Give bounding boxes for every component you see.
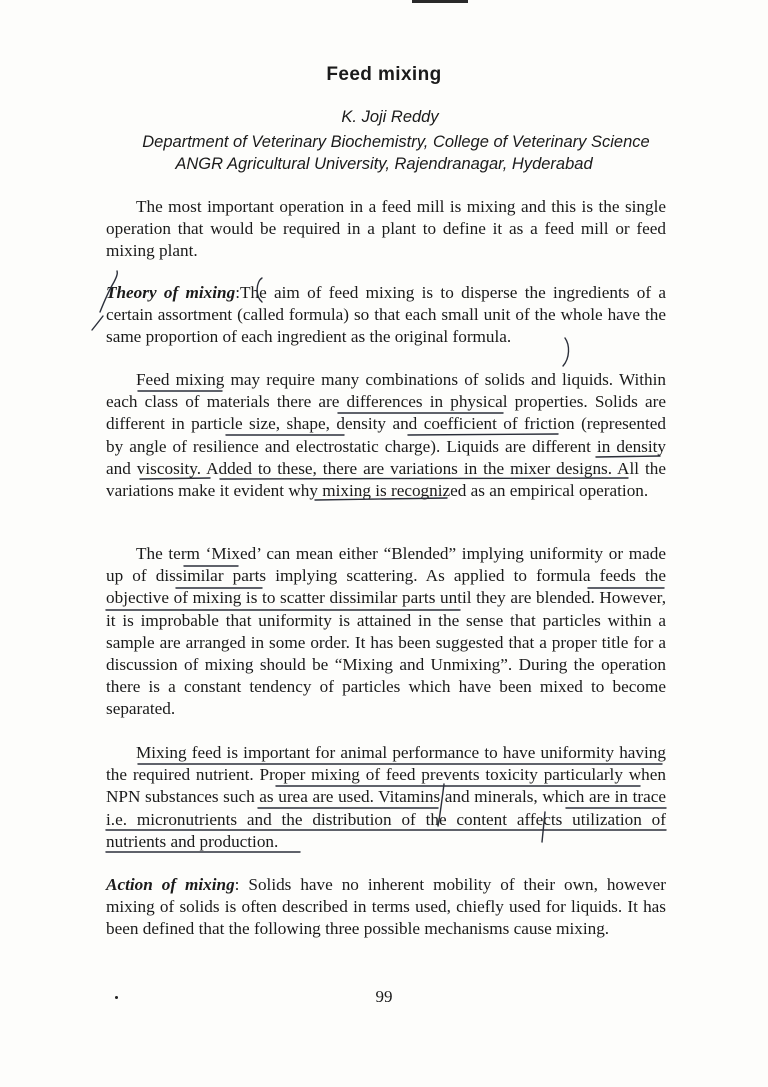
paragraph-combinations-text: Feed mixing may require many combinations of solids and liquids. Within each class of materials there are differences in physical properties. Solids are different in particle size, shape, density and coefficient of friction (represented by angle of resilience and electrostatic charge). Liquids are different in density and viscosity. Added to these, there are variations in the mixer designs. All the variations make it evident why mixing is recognized as an empirical operation. (106, 370, 666, 501)
paragraph-action (106, 874, 666, 941)
page-title: Feed mixing (326, 64, 442, 85)
paragraph-intro-text: The most important operation in a feed mill is mixing and this is the single operation that would be required in a plant to define it as a feed mill or feed mixing plant. (106, 197, 666, 261)
top-edge-mark (412, 0, 468, 3)
department-line: Department of Veterinary Biochemistry, College of Veterinary Science (142, 133, 650, 151)
paragraph-term-mixed (106, 543, 666, 721)
paragraph-importance-text: Mixing feed is important for animal performance to have uniformity having the required nutrient. Proper mixing of feed prevents toxicity particularly when NPN substances such as urea are used. Vitamins and minerals, which are in trace i.e. micronutrients and the distribution of the content affects utilization of nutrients and production. (106, 743, 666, 851)
action-text: : Solids have no inherent mobility of their own, however mixing of solids is often described in terms used, chiefly used for liquids. It has been defined that the following three possible mechanisms cause mixing. (106, 875, 667, 939)
university-line: ANGR Agricultural University, Rajendranagar, Hyderabad (175, 155, 593, 173)
paragraph-theory (106, 282, 666, 349)
page-number: 99 (375, 987, 393, 1006)
author-name: K. Joji Reddy (341, 108, 439, 126)
paragraph-intro (106, 196, 666, 263)
action-heading: Action of mixing (106, 875, 235, 894)
theory-heading: Theory of mixing (106, 283, 236, 302)
pen-mark-theory-hook (92, 316, 103, 330)
paragraph-term-mixed-text: The term ‘Mixed’ can mean either “Blended” implying uniformity or made up of dissimilar parts implying scattering. As applied to formula feeds the objective of mixing is to scatter dissimilar parts until they are blended. However, it is improbable that uniformity is attained in the sense that particles within a sample are arranged in some order. It has been suggested that a proper title for a discussion of mixing should be “Mixing and Unmixing”. During the operation there is a constant tendency of particles which have been mixed to become separated. (106, 544, 666, 719)
paragraph-combinations (106, 369, 666, 502)
theory-text: :The aim of feed mixing is to disperse the ingredients of a certain assortment (called formula) so that each small unit of the whole have the same proportion of each ingredient as the original formula. (106, 283, 666, 347)
paragraph-importance (106, 742, 666, 853)
